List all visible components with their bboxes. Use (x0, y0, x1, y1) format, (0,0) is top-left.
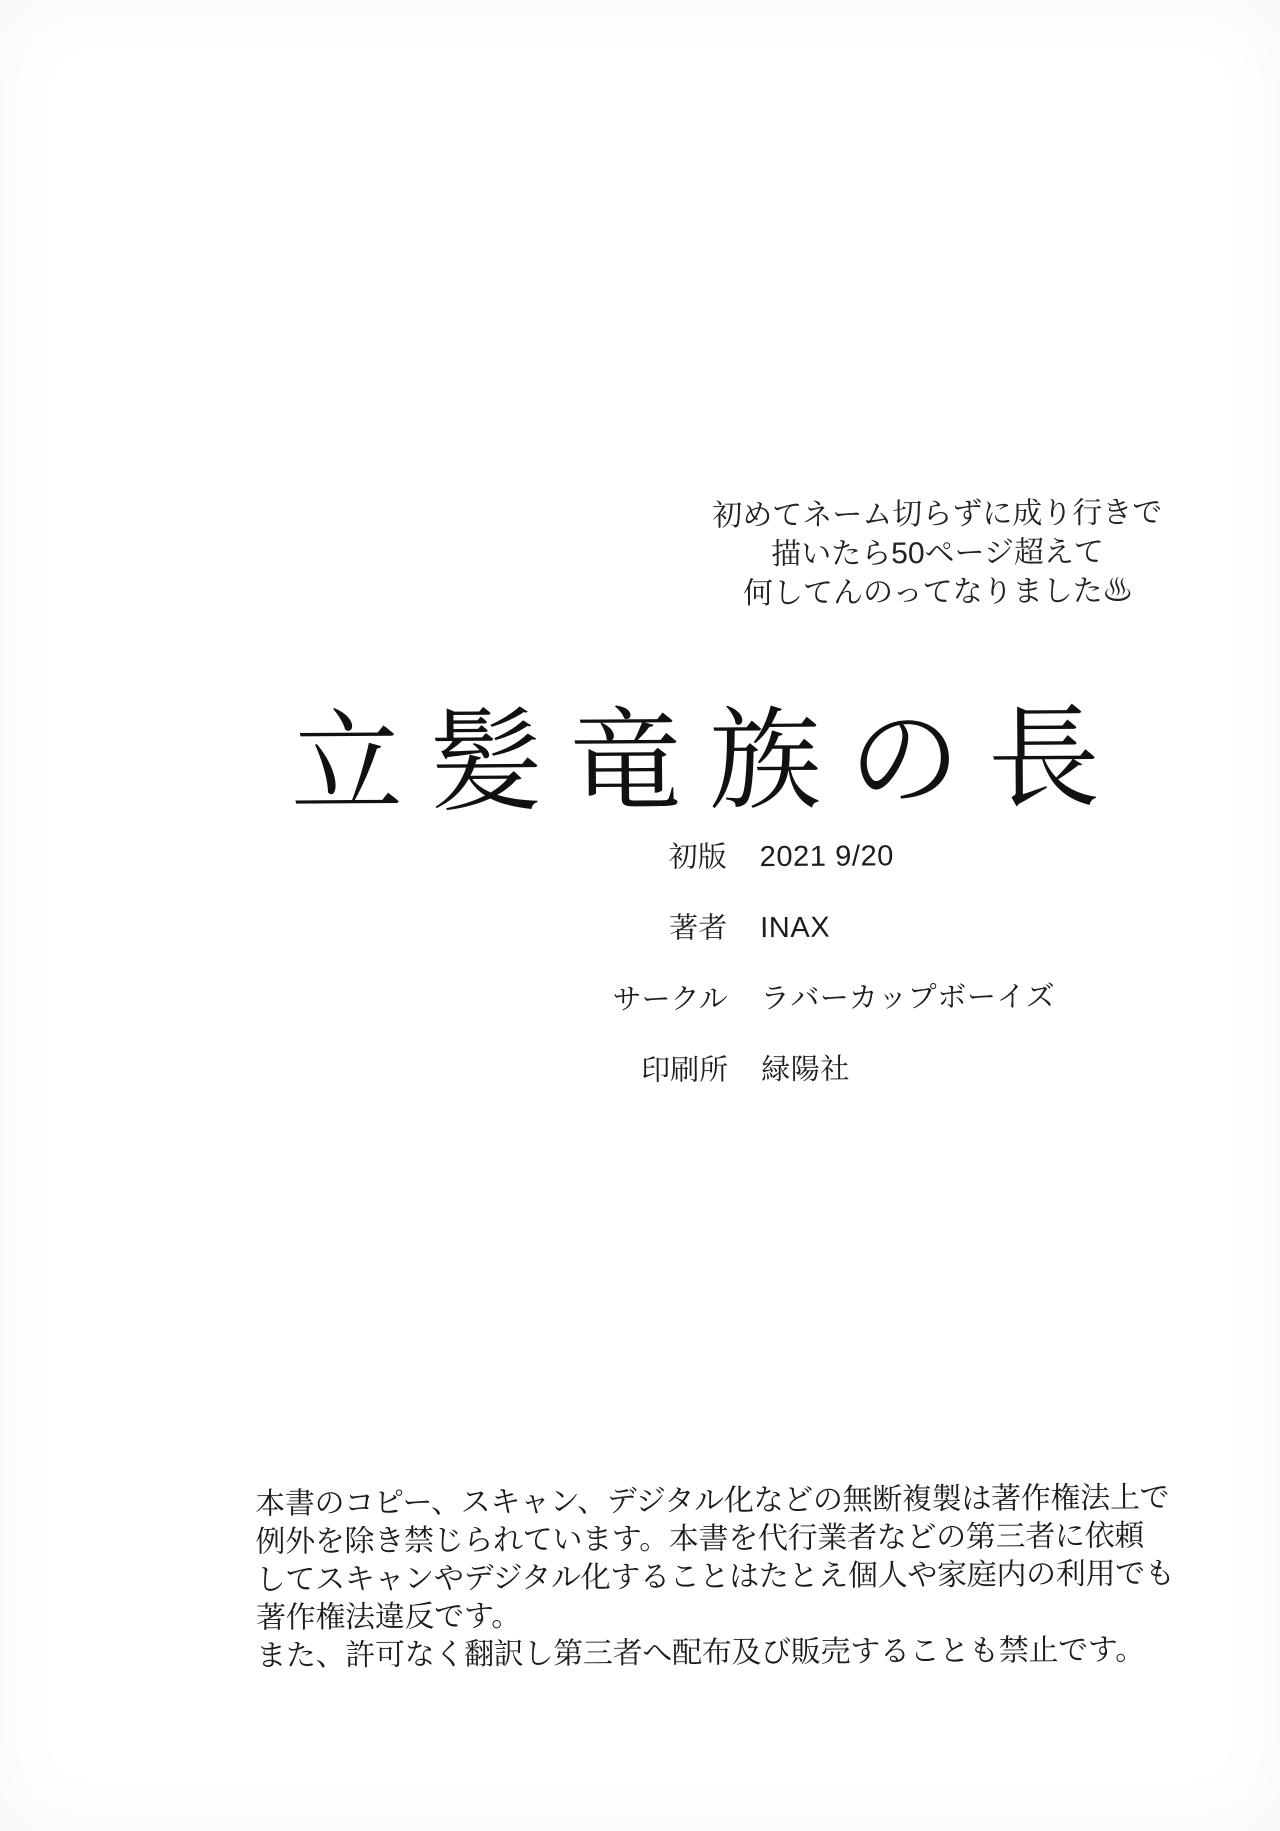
book-title: 立髪竜族の長 (290, 697, 1128, 828)
copyright-line: また、許可なく翻訳し第三者へ配布及び販売することも禁止です。 (256, 1633, 1145, 1673)
colophon-label: 印刷所 (641, 1054, 729, 1087)
colophon-row-circle (1, 979, 1280, 1022)
author-comment-line: 描いたら50ページ超えて (771, 535, 1105, 572)
colophon-value: 緑陽社 (761, 1053, 851, 1087)
colophon-row-edition (0, 837, 1280, 880)
author-comment (577, 492, 1280, 614)
copyright-line: 本書のコピー、スキャン、デジタル化などの無断複製は著作権法上で (255, 1481, 1170, 1521)
author-comment-line: 何してんのってなりました♨ (742, 574, 1133, 611)
copyright-notice (255, 1480, 1175, 1676)
colophon-value: INAX (760, 911, 831, 945)
colophon-label: 初版 (668, 841, 727, 874)
colophon-row-printer (1, 1050, 1280, 1093)
copyright-line: 著作権法違反です。 (255, 1599, 522, 1635)
colophon-label: サークル (612, 983, 728, 1017)
author-comment-line: 初めてネーム切らずに成り行きで (712, 496, 1163, 533)
colophon-value: 2021 9/20 (759, 840, 895, 874)
copyright-line: してスキャンやデジタル化することはたとえ個人や家庭内の利用でも (255, 1557, 1175, 1597)
colophon-label: 著者 (669, 912, 728, 945)
colophon-info (0, 837, 1280, 1130)
colophon-row-author (0, 908, 1280, 951)
copyright-line: 例外を除き禁じられています。本書を代行業者などの第三者に依頼 (255, 1519, 1145, 1559)
colophon-value: ラバーカップボーイズ (760, 981, 1056, 1016)
